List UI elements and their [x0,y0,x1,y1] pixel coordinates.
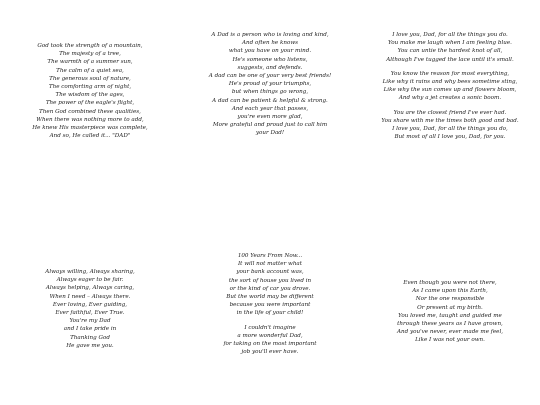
poem-line: Even though you were not there, [403,280,497,286]
poem-line: Always helping, Always caring, [45,285,135,292]
poem-line: Thanking God [70,334,110,341]
poem-line: God took the strength of a mountain, [37,43,143,49]
poem-line: your bank account was, [236,269,304,276]
poem-line: The power of the eagle's flight, [45,100,135,107]
poem-line: The comforting arm of night, [48,84,132,91]
poem-line: More grateful and proud just to call him [212,122,328,129]
poem-line: And often he knows [241,40,299,47]
poem-line: Like why the sun comes up and flowers bloom, [383,87,517,94]
poem-line: Like I was not your own. [415,337,485,344]
poem-god-took [0,42,180,140]
poem-line: As I came upon this Earth, [412,288,488,295]
poem-line: He's someone who listens, [232,56,308,63]
poem-line: because you were important [229,302,311,309]
poem-line: The calm of a quiet sea, [56,67,124,74]
poem-line: but when things go wrong, [231,89,309,96]
poem-line: and I take pride in [63,326,117,333]
poem-line: I couldn't imagine [244,324,296,331]
poem-line: A Dad is a person who is loving and kind, [211,32,329,38]
poem-i-love-you-dad [360,31,540,141]
poem-line: You are the closest friend I've ever had. [393,109,507,116]
poem-a-dad-is [180,31,360,138]
poem-line: And so, He called it... "DAD" [49,133,131,140]
poem-line: Like why it rains and why bees sometime sting, [382,79,518,86]
poem-line: A dad can be one of your very best friends! [208,73,332,80]
poem-line: a more wonderful Dad, [237,332,303,339]
poem-line: Then God combined these qualities, [39,108,141,115]
poem-line: 100 Years From Now... [237,253,303,259]
poem-line: through these years as I have grown, [397,321,503,328]
poem-line: The majesty of a tree, [59,51,121,58]
poem-line: job you'll ever have. [241,349,299,356]
poem-line: And each year that passes, [231,105,309,112]
poem-line: The wisdom of the ages, [55,92,125,99]
poem-line: He knew His masterpiece was complete, [32,125,148,132]
poem-line: And you've never, ever made me feel, [396,329,504,336]
poem-line: or the kind of car you drove. [229,285,311,292]
poem-line: You're my Dad [69,318,111,325]
poem-line: He's proud of your triumphs, [228,81,312,88]
poem-line: you're even more glad, [237,114,303,121]
poem-100-years [180,252,360,356]
poem-even-though [360,279,540,345]
poem-line: He gave me you. [66,342,114,349]
poem-line: But most of all I love you, Dad, for you. [394,134,506,141]
poem-line: You know the reason for most everything, [390,70,510,77]
poem-line: A dad can be patient & helpful & strong. [212,97,328,104]
poem-line: You loved me, taught and guided me [398,312,502,319]
poem-line: what you have on your mind. [228,48,312,55]
poem-line: your Dad! [255,130,285,137]
poem-line: You make me laugh when I am feeling blue. [388,40,512,47]
poem-line: You can untie the hardest knot of all, [397,48,503,55]
poem-line: Ever loving, Ever guiding, [52,301,128,308]
poem-line: in the life of your child! [236,310,304,317]
poem-line: Ever faithful, Ever True. [55,310,125,317]
poem-line: the sort of house you lived in [228,277,312,284]
poem-line: Always willing, Always sharing, [45,269,135,275]
poem-line: suggests, and defends. [237,64,303,71]
poem-line: I love you, Dad, for all the things you do, [392,126,508,133]
poem-line: for taking on the most important [223,341,317,348]
poem-line: But the world may be different [226,294,314,301]
poem-always-willing [0,268,180,350]
poem-line: Or present at my birth. [417,304,483,311]
poem-line: The warmth of a summer sun, [47,59,133,66]
poem-line: The generous soul of nature, [49,75,131,82]
poem-line: And why a jet creates a sonic boom. [398,95,502,102]
poem-line: When I need – Always there. [49,293,131,300]
poem-line: When there was nothing more to add, [36,116,144,123]
poem-line: It will not matter what [237,261,303,268]
poem-line: Nor the one responsible [415,296,485,303]
poem-line: You share with me the times both good and bad. [381,117,519,124]
poem-line: Always eager to be fair. [56,277,124,284]
poem-line: I love you, Dad, for all the things you do. [392,32,508,38]
poem-line: Although I've tugged the lace until it's small. [386,56,514,63]
